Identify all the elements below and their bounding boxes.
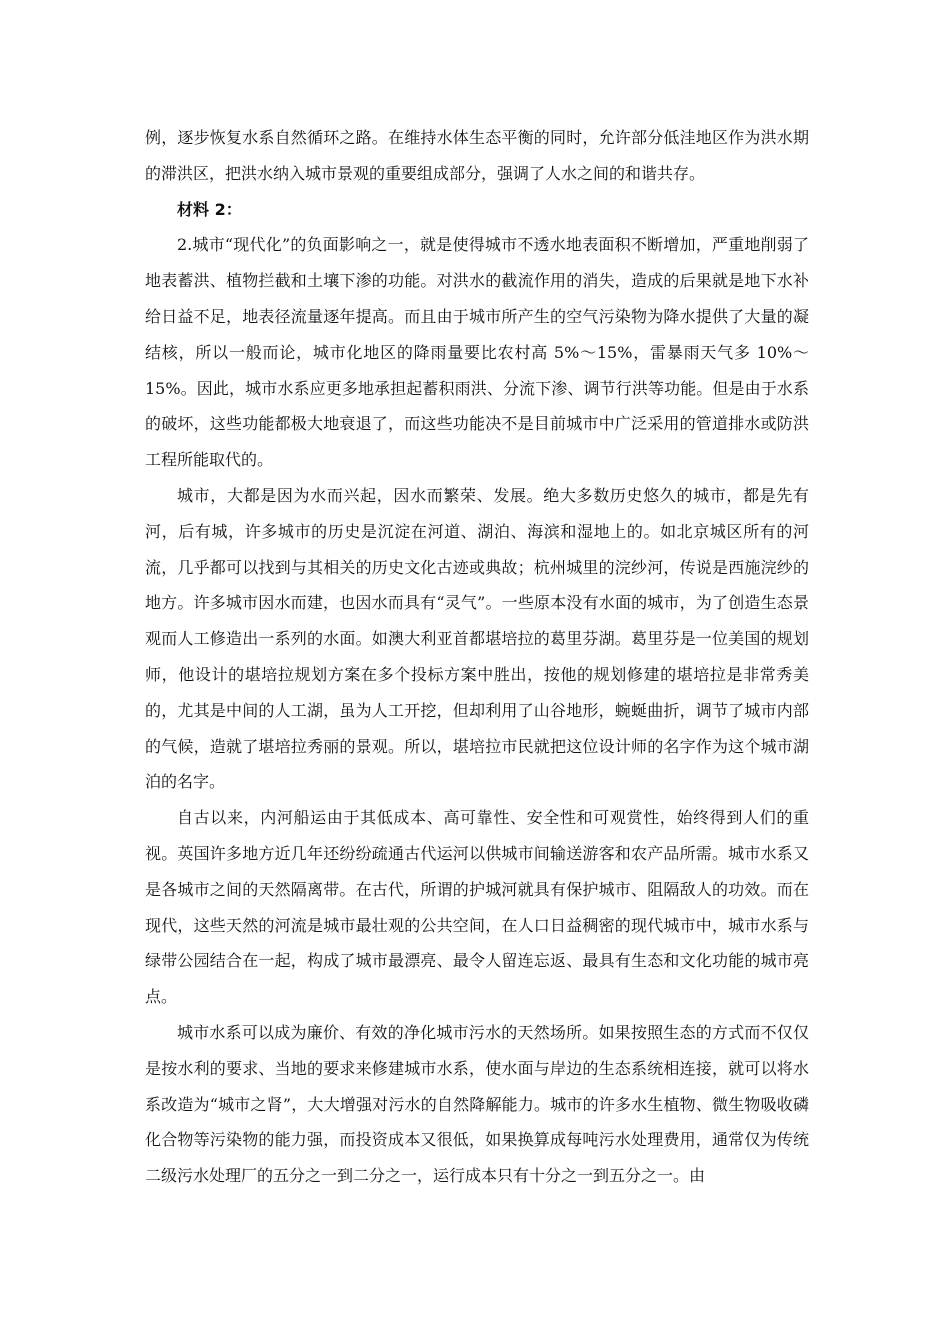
paragraph-urban-flooding: 2.城市“现代化”的负面影响之一，就是使得城市不透水地表面积不断增加，严重地削弱了地表蓄洪、植物拦截和土壤下渗的功能。对洪水的截流作用的消失，造成的后果就是地下水补给日益不足，地表径流量逐年提高。而且由于城市所产生的空气污染物为降水提供了大量的凝结核，所以一般而论，城市化地区的降雨量要比农村高 5%～15%，雷暴雨天气多 10%～15%。因此，城市水系应更多地承担起蓄积雨洪、分流下渗、调节行洪等功能。但是由于水系的破坏，这些功能都极大地衰退了，而这些功能决不是目前城市中广泛采用的管道排水或防洪工程所能取代的。 <box>145 235 809 470</box>
paragraph-inland-shipping: 自古以来，内河船运由于其低成本、高可靠性、安全性和可观赏性，始终得到人们的重视。英国许多地方近几年还纷纷疏通古代运河以供城市间输送游客和农产品所需。城市水系又是各城市之间的天然隔离带。在古代，所谓的护城河就具有保护城市、阻隔敌人的功效。而在现代，这些天然的河流是城市最壮观的公共空间，在人口日益稠密的现代城市中，城市水系与绿带公园结合在一起，构成了城市最漂亮、最令人留连忘返、最具有生态和文化功能的城市亮点。 <box>145 808 809 1007</box>
paragraph-water-purification: 城市水系可以成为廉价、有效的净化城市污水的天然场所。如果按照生态的方式而不仅仅是按水利的要求、当地的要求来修建城市水系，使水面与岸边的生态系统相连接，就可以将水系改造为“城市之肾”，大大增强对污水的自然降解能力。城市的许多水生植物、微生物吸收磷化合物等污染物的能力强，而投资成本又很低，如果换算成每吨污水处理费用，通常仅为传统二级污水处理厂的五分之一到二分之一，运行成本只有十分之一到五分之一。由 <box>145 1022 809 1186</box>
paragraph-cities-and-water: 城市，大都是因为水而兴起，因水而繁荣、发展。绝大多数历史悠久的城市，都是先有河，后有城，许多城市的历史是沉淀在河道、湖泊、海滨和湿地上的。如北京城区所有的河流，几乎都可以找到与其相关的历史文化古迹或典故；杭州城里的浣纱河，传说是西施浣纱的地方。许多城市因水而建，也因水而具有“灵气”。一些原本没有水面的城市，为了创造生态景观而人工修造出一系列的水面。如澳大利亚首都堪培拉的葛里芬湖。葛里芬是一位美国的规划师，他设计的堪培拉规划方案在多个投标方案中胜出，按他的规划修建的堪培拉是非常秀美的，尤其是中间的人工湖，虽为人工开挖，但却利用了山谷地形，蜿蜒曲折，调节了城市内部的气候，造就了堪培拉秀丽的景观。所以，堪培拉市民就把这位设计师的名字作为这个城市湖泊的名字。 <box>145 485 809 792</box>
section-heading: 材料 2： <box>177 199 242 219</box>
document-body <box>145 120 809 1194</box>
continuation-paragraph: 例，逐步恢复水系自然循环之路。在维持水体生态平衡的同时，允许部分低洼地区作为洪水期的滞洪区，把洪水纳入城市景观的重要组成部分，强调了人水之间的和谐共存。 <box>145 128 809 183</box>
